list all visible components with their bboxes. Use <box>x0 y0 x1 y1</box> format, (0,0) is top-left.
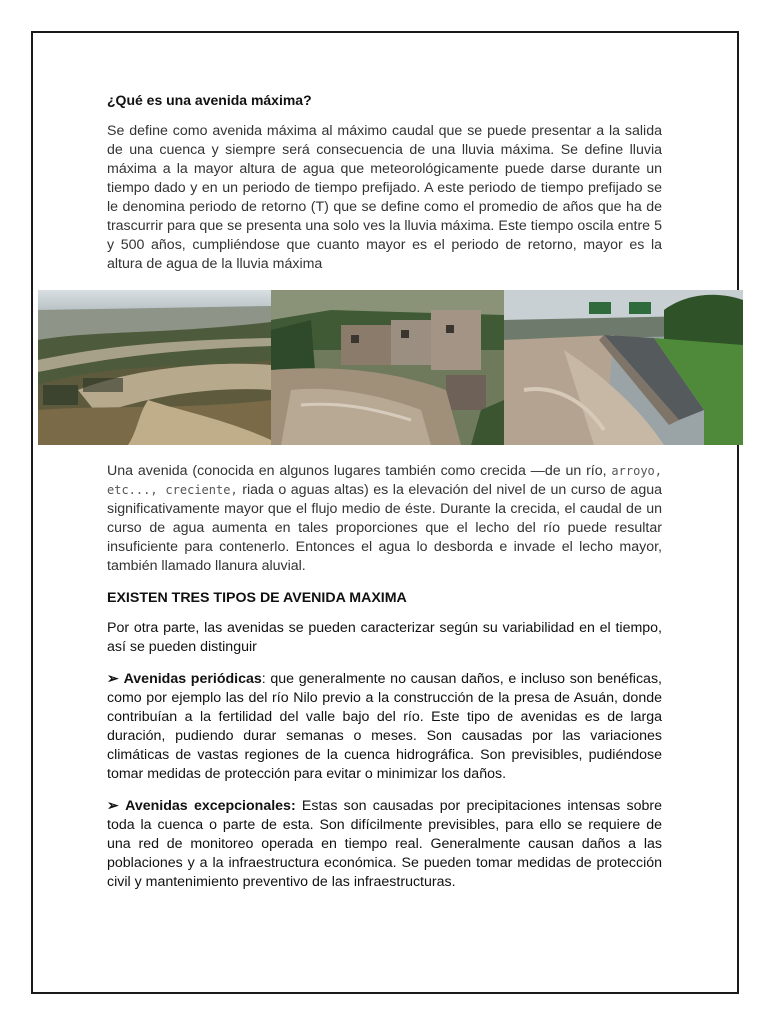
arrow-bullet-icon: ➢ <box>107 798 119 814</box>
exceptional-description: Estas son causadas por precipitaciones intensas sobre toda la cuenca o parte de esta. Son difícilmente previsibles, para ello se requiere de una red de monitoreo operada en tiempo real. Generalmente causan daños a las poblaciones y a la infraestructura económica. Se pueden tomar medidas de protección civil y mantenimiento preventivo de las infraestructuras. <box>107 798 662 890</box>
section-heading: ¿Qué es una avenida máxima? <box>107 92 312 108</box>
list-item-periodic <box>107 670 662 784</box>
term-exceptional: Avenidas excepcionales: <box>125 798 296 814</box>
avenida-description-paragraph <box>107 462 662 576</box>
list-item-exceptional <box>107 797 662 892</box>
flooded-town-river-photo <box>271 290 504 445</box>
types-intro-paragraph: Por otra parte, las avenidas se pueden caracterizar según su variabilidad en el tiempo, así se pueden distinguir <box>107 620 662 655</box>
flooded-valley-aerial-photo <box>38 290 271 445</box>
flood-photo-strip <box>38 290 743 445</box>
text-mono-part: arroyo, etc..., creciente, <box>107 464 662 497</box>
arrow-bullet-icon: ➢ <box>107 671 119 687</box>
types-heading: EXISTEN TRES TIPOS DE AVENIDA MAXIMA <box>107 590 407 606</box>
text-part-1: Una avenida (conocida en algunos lugares también como crecida —de un río, <box>107 463 612 479</box>
periodic-description: : que generalmente no causan daños, e incluso son benéficas, como por ejemplo las del río Nilo previo a la construcción de la presa de Asuán, donde contribuían a la fertilidad del valle bajo del río. Este tipo de avenidas es de larga duración, pudiendo durar semanas o meses. Son causadas por las variaciones climáticas de vastas regiones de la cuenca hidrográfica. Son previsibles, pudiéndose tomar medidas de protección para evitar o minimizar los daños. <box>107 671 662 782</box>
definition-paragraph: Se define como avenida máxima al máximo caudal que se puede presentar a la salida de una cuenca y siempre será consecuencia de una lluvia máxima. Se define lluvia máxima a la mayor altura de agua que meteorológicamente puede darse durante un tiempo dado y en un periodo de tiempo prefijado. A este periodo de tiempo prefijado se le denomina periodo de retorno (T) que se define como el promedio de años que ha de trascurrir para que se presenta una solo ves la lluvia máxima. Este tiempo oscila entre 5 y 500 años, cumpliéndose que cuanto mayor es el periodo de retorno, mayor es la altura de agua de la lluvia máxima <box>107 123 662 272</box>
flooded-highway-photo <box>504 290 743 445</box>
term-periodic: Avenidas periódicas <box>123 671 262 687</box>
text-part-2: riada o aguas altas) es la elevación del nivel de un curso de agua significativamente mayor que el flujo medio de éste. Durante la crecida, el caudal de un curso de agua aumenta en tales proporciones que el lecho del río puede resultar insuficiente para contenerlo. Entonces el agua lo desborda e invade el lecho mayor, también llamado llanura aluvial. <box>107 482 662 574</box>
